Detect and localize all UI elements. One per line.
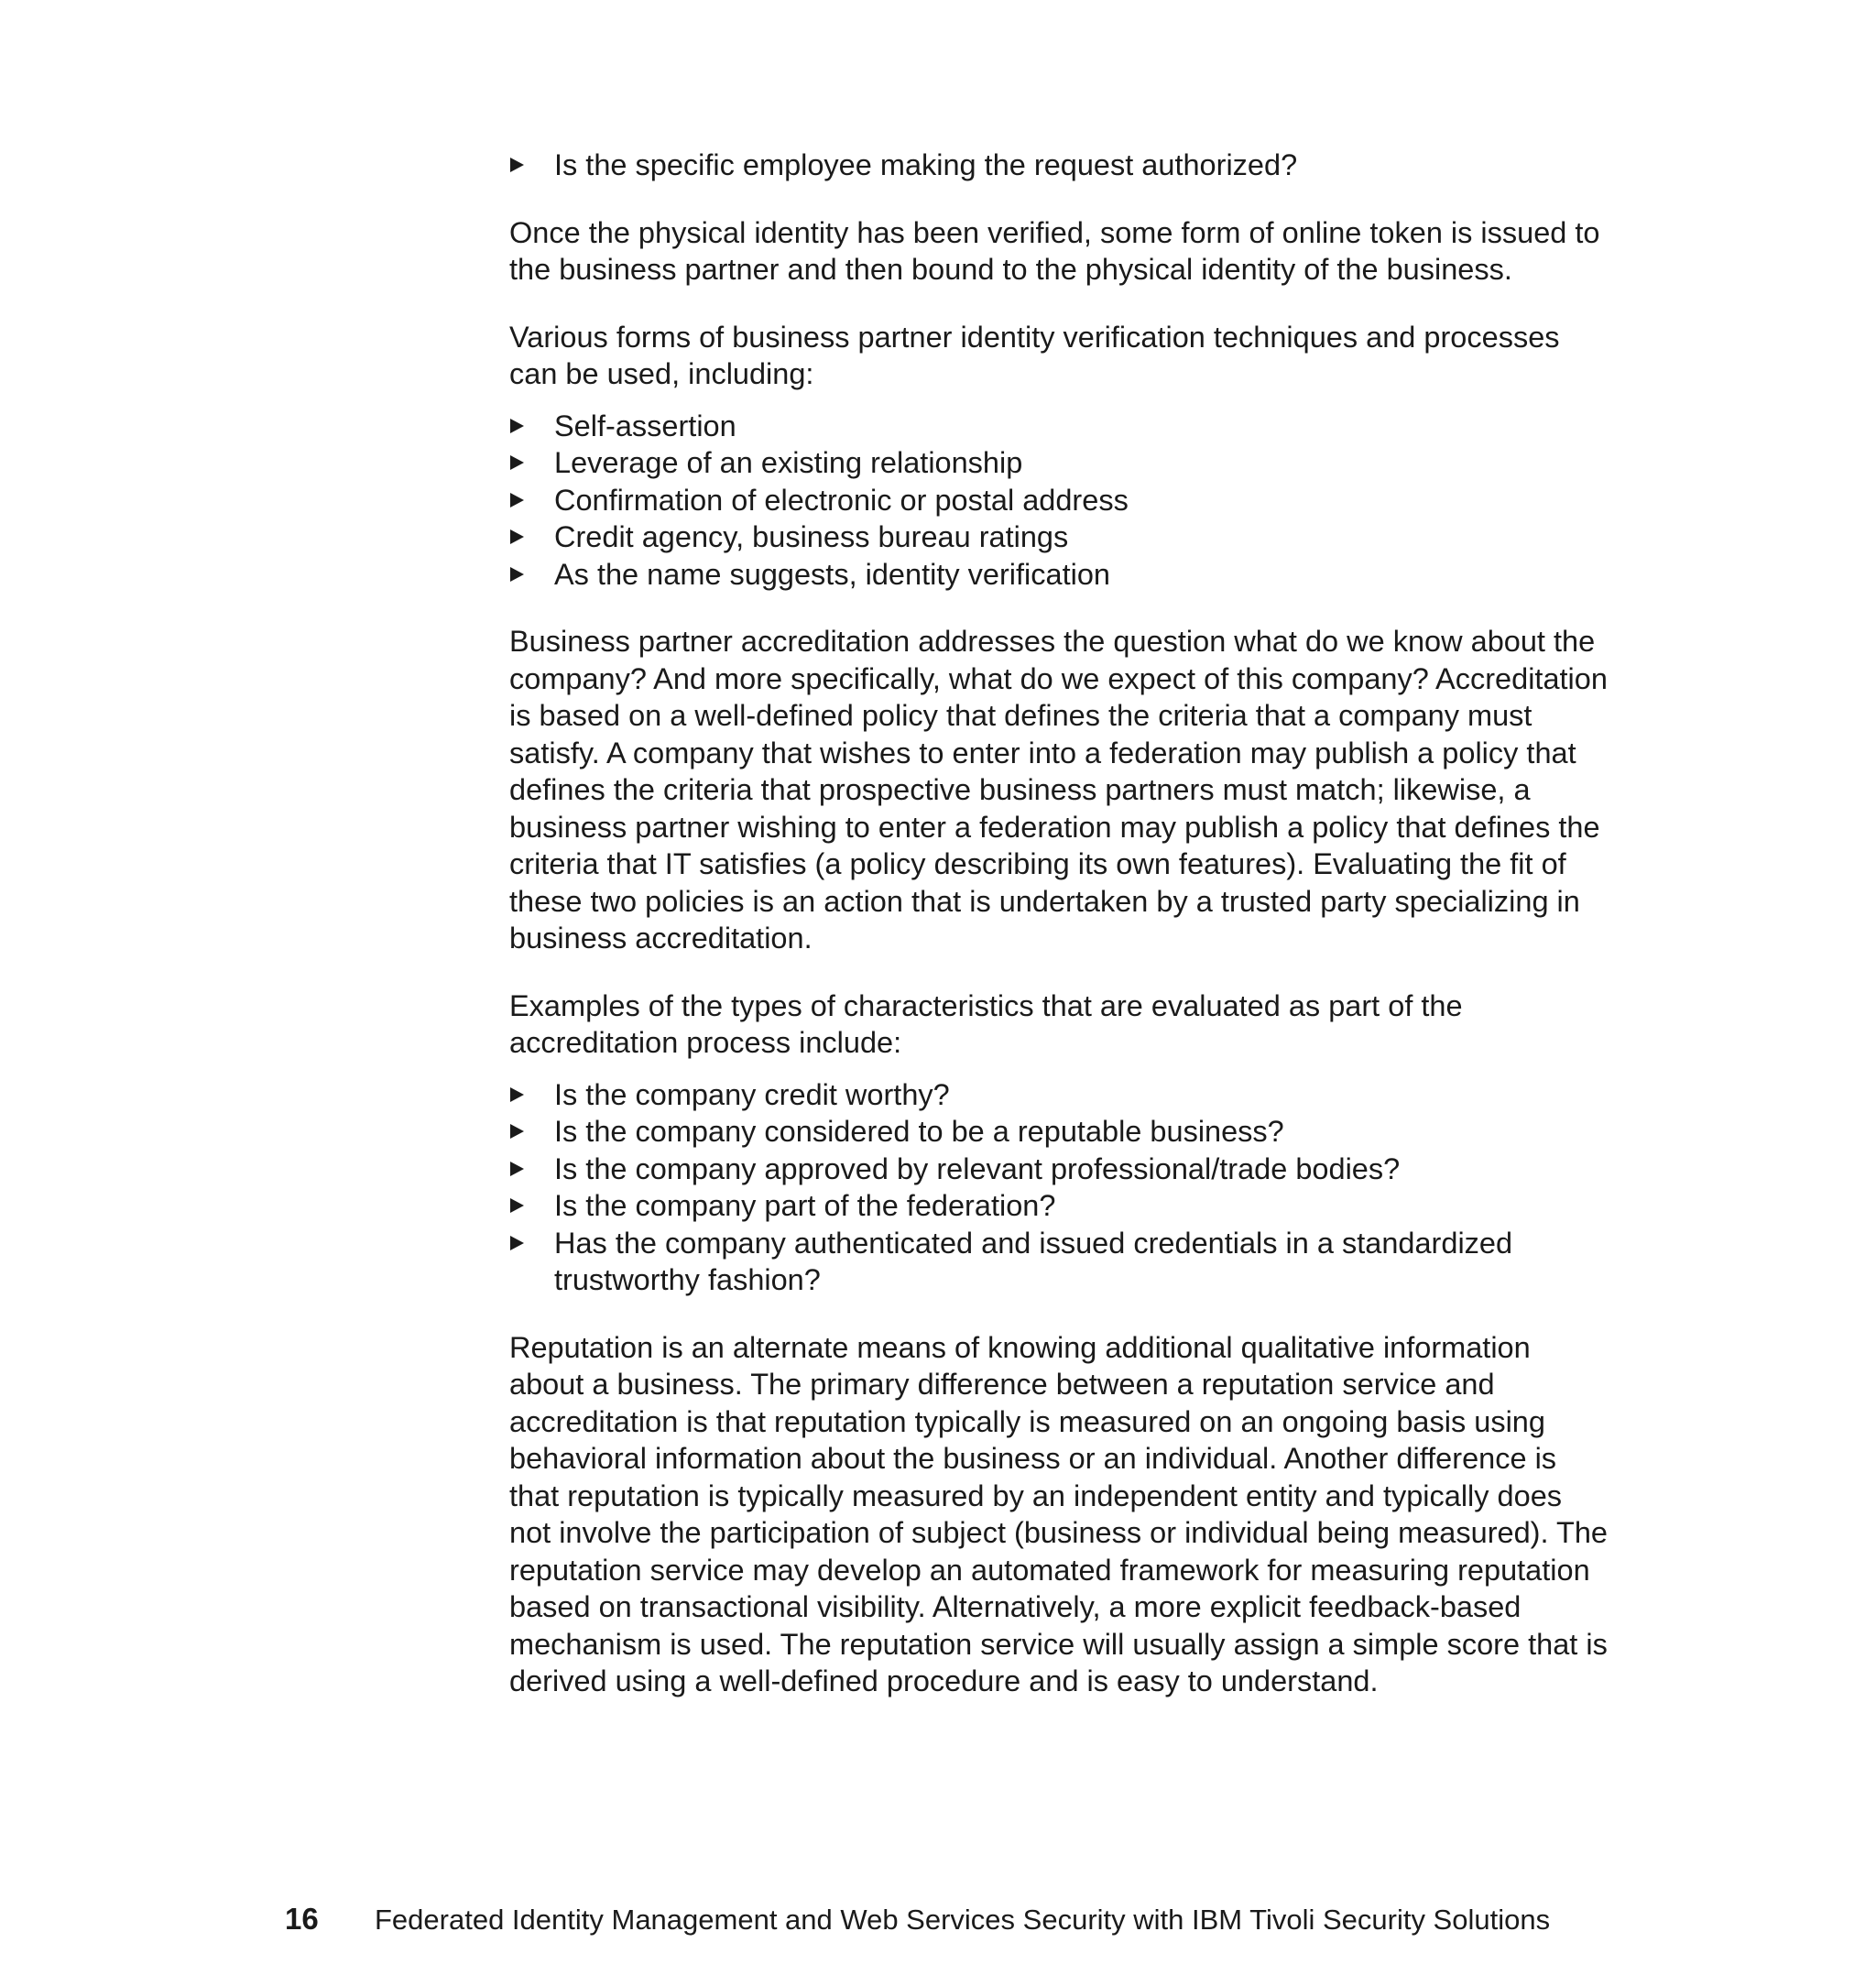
list-item: Is the company considered to be a reputable business? [509, 1113, 1609, 1151]
triangle-bullet-icon [510, 419, 524, 433]
triangle-bullet-icon [510, 529, 524, 544]
triangle-bullet-icon [510, 455, 524, 470]
paragraph-accreditation-examples-intro: Examples of the types of characteristics that are evaluated as part of the accreditation process include: [509, 988, 1463, 1059]
top-bullet-list [509, 147, 1609, 184]
page-number: 16 [285, 1902, 319, 1936]
triangle-bullet-icon [510, 1087, 524, 1102]
paragraph-verification-intro: Various forms of business partner identity verification techniques and processes can be used, including: [509, 320, 1560, 390]
verification-techniques-list [509, 408, 1609, 594]
list-item: Is the company credit worthy? [509, 1076, 1609, 1114]
triangle-bullet-icon [510, 1236, 524, 1250]
accreditation-characteristics-list [509, 1076, 1609, 1299]
paragraph-accreditation: Business partner accreditation addresses the question what do we know about the company? And more specifically, what do we expect of this company? Accreditation is based on a well-defined policy that defines the criteria that a company must satisfy. A company that wishes to enter into a federation may publish a policy that defines the criteria that prospective business partners must match; likewise, a business partner wishing to enter a federation may publish a policy that defines the criteria that IT satisfies (a policy describing its own features). Evaluating the fit of these two policies is an action that is undertaken by a trusted party specializing in business accreditation. [509, 625, 1608, 955]
list-item: Is the specific employee making the request authorized? [509, 147, 1609, 184]
triangle-bullet-icon [510, 493, 524, 507]
book-title: Federated Identity Management and Web Services Security with IBM Tivoli Security Solutions [375, 1904, 1551, 1936]
list-item: As the name suggests, identity verification [509, 556, 1609, 594]
triangle-bullet-icon [510, 158, 524, 172]
list-item: Is the company part of the federation? [509, 1187, 1609, 1225]
list-item: Self-assertion [509, 408, 1609, 445]
page-footer [285, 1901, 1550, 1938]
triangle-bullet-icon [510, 1162, 524, 1176]
page-body [509, 147, 1609, 1730]
list-item: Confirmation of electronic or postal address [509, 482, 1609, 519]
triangle-bullet-icon [510, 1198, 524, 1213]
triangle-bullet-icon [510, 1124, 524, 1139]
triangle-bullet-icon [510, 567, 524, 582]
list-item: Leverage of an existing relationship [509, 444, 1609, 482]
list-item: Credit agency, business bureau ratings [509, 518, 1609, 556]
list-item: Is the company approved by relevant professional/trade bodies? [509, 1151, 1609, 1188]
paragraph-token-issued: Once the physical identity has been verified, some form of online token is issued to the business partner and then bound to the physical identity of the business. [509, 215, 1600, 286]
paragraph-reputation: Reputation is an alternate means of knowing additional qualitative information about a business. The primary difference between a reputation service and accreditation is that reputation typically is measured on an ongoing basis using behavioral information about the business or an individual. Another difference is that reputation is typically measured by an independent entity and typically does not involve the participation of subject (business or individual being measured). The reputation service may develop an automated framework for measuring reputation based on transactional visibility. Alternatively, a more explicit feedback-based mechanism is used. The reputation service will usually assign a simple score that is derived using a well-defined procedure and is easy to understand. [509, 1330, 1608, 1697]
list-item: Has the company authenticated and issued credentials in a standardized trustworthy fashion? [509, 1225, 1609, 1299]
